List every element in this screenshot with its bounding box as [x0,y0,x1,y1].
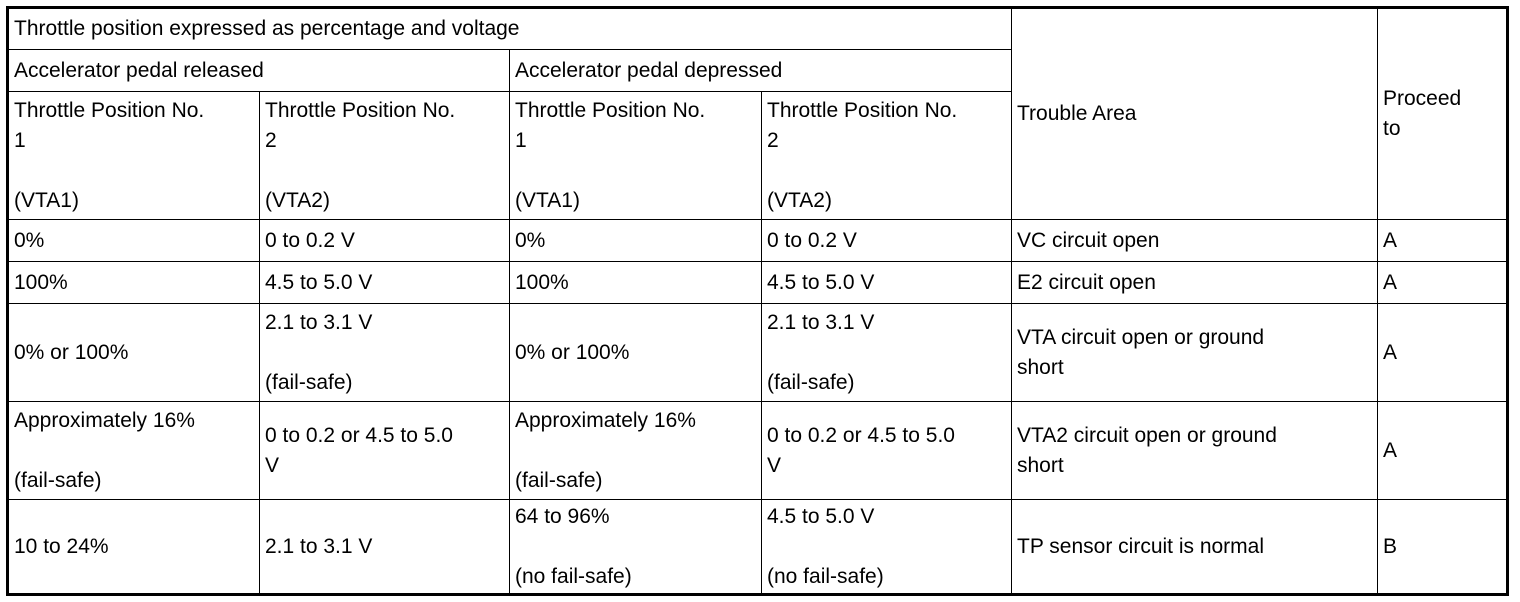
tp2-label-line2: 2 [767,128,779,152]
header-row-top [8,8,1508,50]
cell-released-vta1: 0% [8,220,260,262]
cell-line: 2.1 to 3.1 V [265,310,373,334]
cell-depressed-vta1: 100% [510,262,762,304]
table-row [8,262,1508,304]
cell-line: 0 to 0.2 or 4.5 to 5.0 [265,423,453,447]
tp1-label-line1: Throttle Position No. [14,98,205,122]
header-pedal-depressed [510,50,1012,92]
tp2-label-line3: (VTA2) [265,188,330,212]
throttle-position-table [6,6,1509,596]
tp2-label-line2: 2 [265,128,277,152]
cell-line: (fail-safe) [265,370,353,394]
cell-trouble-area: TP sensor circuit is normal [1012,500,1378,595]
cell-trouble-area: VC circuit open [1012,220,1378,262]
tp1-label-line2: 1 [515,128,527,152]
cell-depressed-vta2: 4.5 to 5.0 V [762,262,1012,304]
header-throttle-position [8,8,1012,50]
cell-line: (fail-safe) [767,370,855,394]
cell-line: short [1017,453,1064,477]
cell-released-vta2 [260,304,510,402]
cell-depressed-vta1 [510,402,762,500]
cell-line: Approximately 16% [515,408,696,432]
cell-trouble-area: E2 circuit open [1012,262,1378,304]
cell-released-vta2: 4.5 to 5.0 V [260,262,510,304]
cell-line: VTA circuit open or ground [1017,325,1265,349]
cell-depressed-vta1: 0% or 100% [510,304,762,402]
cell-proceed-to: A [1378,262,1508,304]
table-row [8,220,1508,262]
cell-trouble-area [1012,304,1378,402]
cell-proceed-to: A [1378,402,1508,500]
table-row [8,304,1508,402]
cell-line: VTA2 circuit open or ground [1017,423,1277,447]
cell-released-vta2 [260,402,510,500]
header-pedal-depressed-text: Accelerator pedal depressed [515,58,783,82]
table-row [8,500,1508,595]
cell-proceed-to: A [1378,220,1508,262]
cell-released-vta1: 10 to 24% [8,500,260,595]
header-proceed-to [1378,8,1508,220]
tp2-label-line1: Throttle Position No. [265,98,456,122]
cell-line: (no fail-safe) [515,564,632,588]
cell-released-vta2: 0 to 0.2 V [260,220,510,262]
header-pedal-released [8,50,510,92]
tp2-label-line3: (VTA2) [767,188,832,212]
tp1-label-line2: 1 [14,128,26,152]
cell-line: 0 to 0.2 or 4.5 to 5.0 [767,423,955,447]
cell-trouble-area [1012,402,1378,500]
cell-line: (fail-safe) [515,468,603,492]
cell-line: V [767,453,782,477]
header-depressed-tp2 [762,92,1012,220]
tp1-label-line3: (VTA1) [515,188,580,212]
header-trouble-area [1012,8,1378,220]
cell-line: 64 to 96% [515,504,610,528]
header-depressed-tp1 [510,92,762,220]
cell-depressed-vta2 [762,304,1012,402]
cell-line: 4.5 to 5.0 V [767,504,875,528]
header-trouble-area-text: Trouble Area [1017,102,1137,125]
cell-depressed-vta1 [510,500,762,595]
cell-released-vta1: 0% or 100% [8,304,260,402]
header-pedal-released-text: Accelerator pedal released [14,58,264,82]
tp2-label-line1: Throttle Position No. [767,98,958,122]
header-released-tp1 [8,92,260,220]
cell-depressed-vta2 [762,500,1012,595]
header-proceed-line1: Proceed [1383,87,1462,110]
cell-depressed-vta1: 0% [510,220,762,262]
cell-line: Approximately 16% [14,408,195,432]
header-released-tp2 [260,92,510,220]
cell-line: V [265,453,280,477]
cell-released-vta2: 2.1 to 3.1 V [260,500,510,595]
cell-depressed-vta2: 0 to 0.2 V [762,220,1012,262]
cell-released-vta1 [8,402,260,500]
cell-proceed-to: B [1378,500,1508,595]
cell-line: (no fail-safe) [767,564,884,588]
header-throttle-position-text: Throttle position expressed as percentage and voltage [14,17,520,40]
cell-line: (fail-safe) [14,468,102,492]
tp1-label-line3: (VTA1) [14,188,79,212]
cell-released-vta1: 100% [8,262,260,304]
cell-line: 2.1 to 3.1 V [767,310,875,334]
header-proceed-line2: to [1383,117,1401,140]
cell-proceed-to: A [1378,304,1508,402]
cell-depressed-vta2 [762,402,1012,500]
tp1-label-line1: Throttle Position No. [515,98,706,122]
table-row [8,402,1508,500]
cell-line: short [1017,355,1064,379]
